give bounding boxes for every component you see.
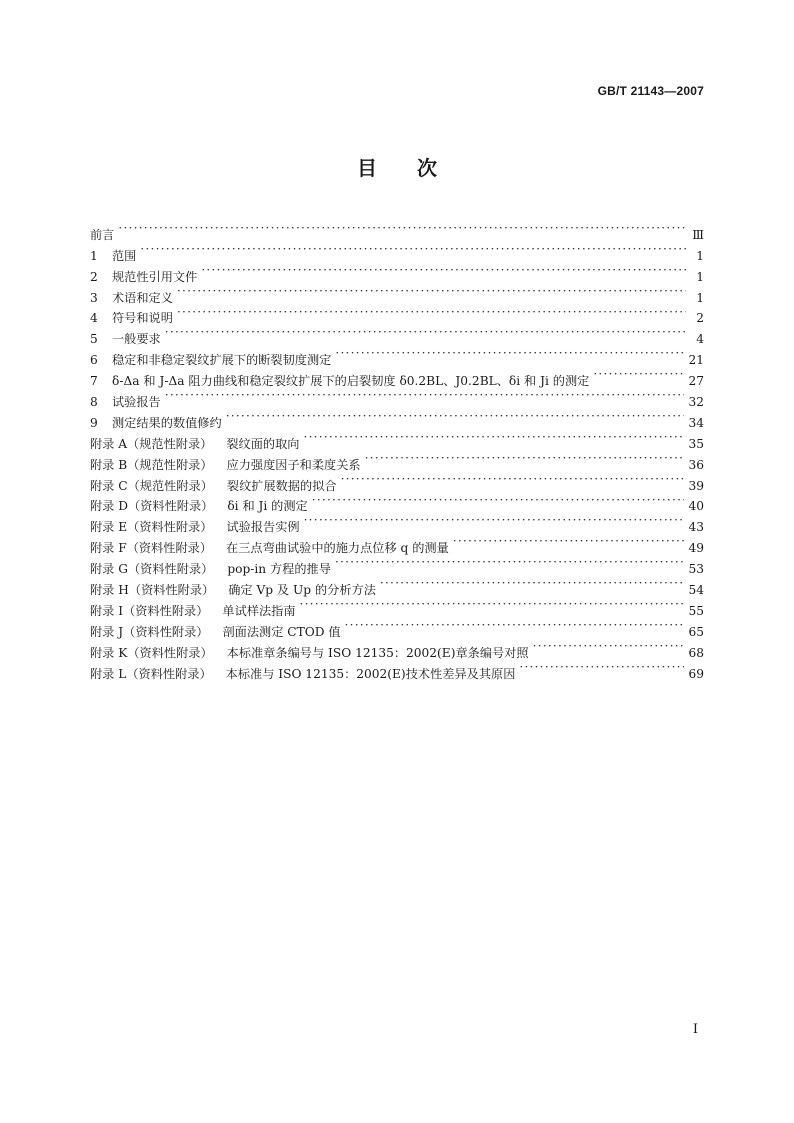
toc-entry-page: 1: [696, 269, 704, 284]
toc-entry-title: 前言: [90, 227, 115, 242]
toc-entry-number: 附录 I（资料性附录）: [90, 603, 209, 618]
dot-leader: [380, 573, 685, 594]
dot-leader: [165, 322, 686, 343]
dot-leader: [177, 302, 686, 323]
toc-entry-title: 在三点弯曲试验中的施力点位移 q 的测量: [226, 541, 449, 556]
title-char-1: 目: [357, 156, 377, 180]
toc-entry-number: 附录 J（资料性附录）: [90, 624, 209, 639]
toc-entry-page: 69: [688, 666, 704, 681]
toc-entry-title: 裂纹扩展数据的拟合: [226, 478, 337, 493]
toc-entry-page: 54: [688, 583, 704, 598]
dot-leader: [140, 239, 686, 260]
toc-entry-title: 单试样法指南: [222, 603, 296, 618]
toc-entry-title: 本标准与 ISO 12135：2002(E)技术性差异及其原因: [225, 666, 516, 681]
toc-entry-title: pop-in 方程的推导: [227, 562, 331, 577]
toc-entry-number: 7: [90, 374, 98, 389]
toc-entry-page: 36: [688, 457, 704, 472]
toc-entry-number: 附录 C（规范性附录）: [90, 478, 213, 493]
dot-leader: [345, 615, 685, 636]
toc-entry-title: 一般要求: [112, 332, 161, 347]
toc-entry-number: 附录 E（资料性附录）: [90, 520, 213, 535]
toc-entry-title: 范围: [112, 248, 137, 263]
toc-entry-title: 本标准章条编号与 ISO 12135：2002(E)章条编号对照: [226, 645, 529, 660]
dot-leader: [341, 469, 685, 490]
toc-entry-title: 应力强度因子和柔度关系: [226, 457, 361, 472]
title-char-2: 次: [417, 156, 437, 180]
toc-entry-number: 附录 D（资料性附录）: [90, 499, 214, 514]
toc-entry-number: 8: [90, 395, 98, 410]
dot-leader: [165, 385, 685, 406]
toc-entry-number: 9: [90, 415, 98, 430]
toc-entry[interactable]: [90, 239, 704, 263]
toc-entry-page: 65: [688, 624, 704, 639]
toc-entry-title: 确定 Vp 及 Up 的分析方法: [228, 583, 376, 598]
toc-entry-page: 27: [688, 374, 704, 389]
dot-leader: [365, 448, 685, 469]
toc-entry[interactable]: [90, 406, 704, 430]
dot-leader: [177, 281, 686, 302]
toc-entry-number: 附录 B（规范性附录）: [90, 457, 213, 472]
toc-entry-page: 68: [688, 645, 704, 660]
toc-entry-page: 55: [688, 603, 704, 618]
toc-entry-number: 4: [90, 311, 98, 326]
toc-entry-page: 32: [688, 395, 704, 410]
dot-leader: [300, 594, 685, 615]
dot-leader: [118, 218, 686, 239]
toc-entry-number: 3: [90, 290, 98, 305]
toc-entry-number: 2: [90, 269, 98, 284]
toc-entry-title: 剖面法测定 CTOD 值: [222, 624, 341, 639]
toc-entry-page: 2: [696, 311, 704, 326]
toc-entry-title: 稳定和非稳定裂纹扩展下的断裂韧度测定: [112, 353, 332, 368]
toc-entry-page: 1: [696, 290, 704, 305]
toc-entry[interactable]: [90, 385, 704, 410]
dot-leader: [335, 343, 684, 364]
dot-leader: [533, 636, 685, 657]
toc-entry-page: 35: [688, 436, 704, 451]
toc-entry-page: 49: [688, 541, 704, 556]
toc-entry-title: δ-Δa 和 J-Δa 阻力曲线和稳定裂纹扩展下的启裂韧度 δ0.2BL、J0.2BL、δi 和 Ji 的测定: [112, 374, 590, 389]
dot-leader: [201, 260, 686, 281]
dot-leader: [226, 406, 685, 427]
toc-entry-title: 规范性引用文件: [112, 269, 198, 284]
toc-entry-number: 附录 G（资料性附录）: [90, 562, 214, 577]
toc-entry-page: Ⅲ: [692, 227, 704, 242]
toc-entry-number: 附录 L（资料性附录）: [90, 666, 212, 681]
dot-leader: [304, 427, 685, 448]
toc-entry-number: 附录 H（资料性附录）: [90, 583, 215, 598]
toc-entry-page: 21: [688, 353, 704, 368]
toc-entry-page: 34: [688, 415, 704, 430]
toc-entry[interactable]: [90, 343, 704, 368]
toc-entry-title: 裂纹面的取向: [226, 436, 300, 451]
toc-entry-number: 附录 A（规范性附录）: [90, 436, 213, 451]
toc-entry[interactable]: [90, 260, 704, 284]
toc-entry-page: 4: [696, 332, 704, 347]
dot-leader: [312, 490, 685, 511]
toc-entry[interactable]: [90, 281, 704, 305]
toc-entry-page: 1: [696, 248, 704, 263]
toc-entry-page: 53: [688, 562, 704, 577]
toc-entry-number: 附录 F（资料性附录）: [90, 541, 213, 556]
toc-entry-number: 6: [90, 353, 98, 368]
toc-entry[interactable]: [90, 302, 704, 326]
dot-leader: [304, 510, 685, 531]
toc-entry-page: 43: [688, 520, 704, 535]
toc-entry-number: 1: [90, 248, 98, 263]
dot-leader: [335, 552, 685, 573]
toc-entry-title: δi 和 Ji 的测定: [227, 499, 308, 514]
toc-entry-page: 39: [688, 478, 704, 493]
toc-entry-title: 符号和说明: [112, 311, 173, 326]
toc-entry[interactable]: [90, 218, 704, 242]
toc-entry-number: 5: [90, 332, 98, 347]
dot-leader: [519, 657, 684, 678]
toc-entry[interactable]: [90, 322, 704, 347]
toc-entry-title: 试验报告: [112, 395, 161, 410]
dot-leader: [593, 364, 684, 385]
toc-entry-number: 附录 K（资料性附录）: [90, 645, 213, 660]
page-folio: Ⅰ: [692, 1022, 698, 1037]
standard-code: GB/T 21143—2007: [597, 84, 704, 98]
page-title: [0, 152, 794, 181]
toc-entry-page: 40: [688, 499, 704, 514]
toc-entry-title: 术语和定义: [112, 290, 173, 305]
table-of-contents: [90, 218, 704, 681]
toc-entry-title: 测定结果的数值修约: [112, 415, 222, 430]
dot-leader: [453, 531, 685, 552]
toc-entry-title: 试验报告实例: [226, 520, 300, 535]
